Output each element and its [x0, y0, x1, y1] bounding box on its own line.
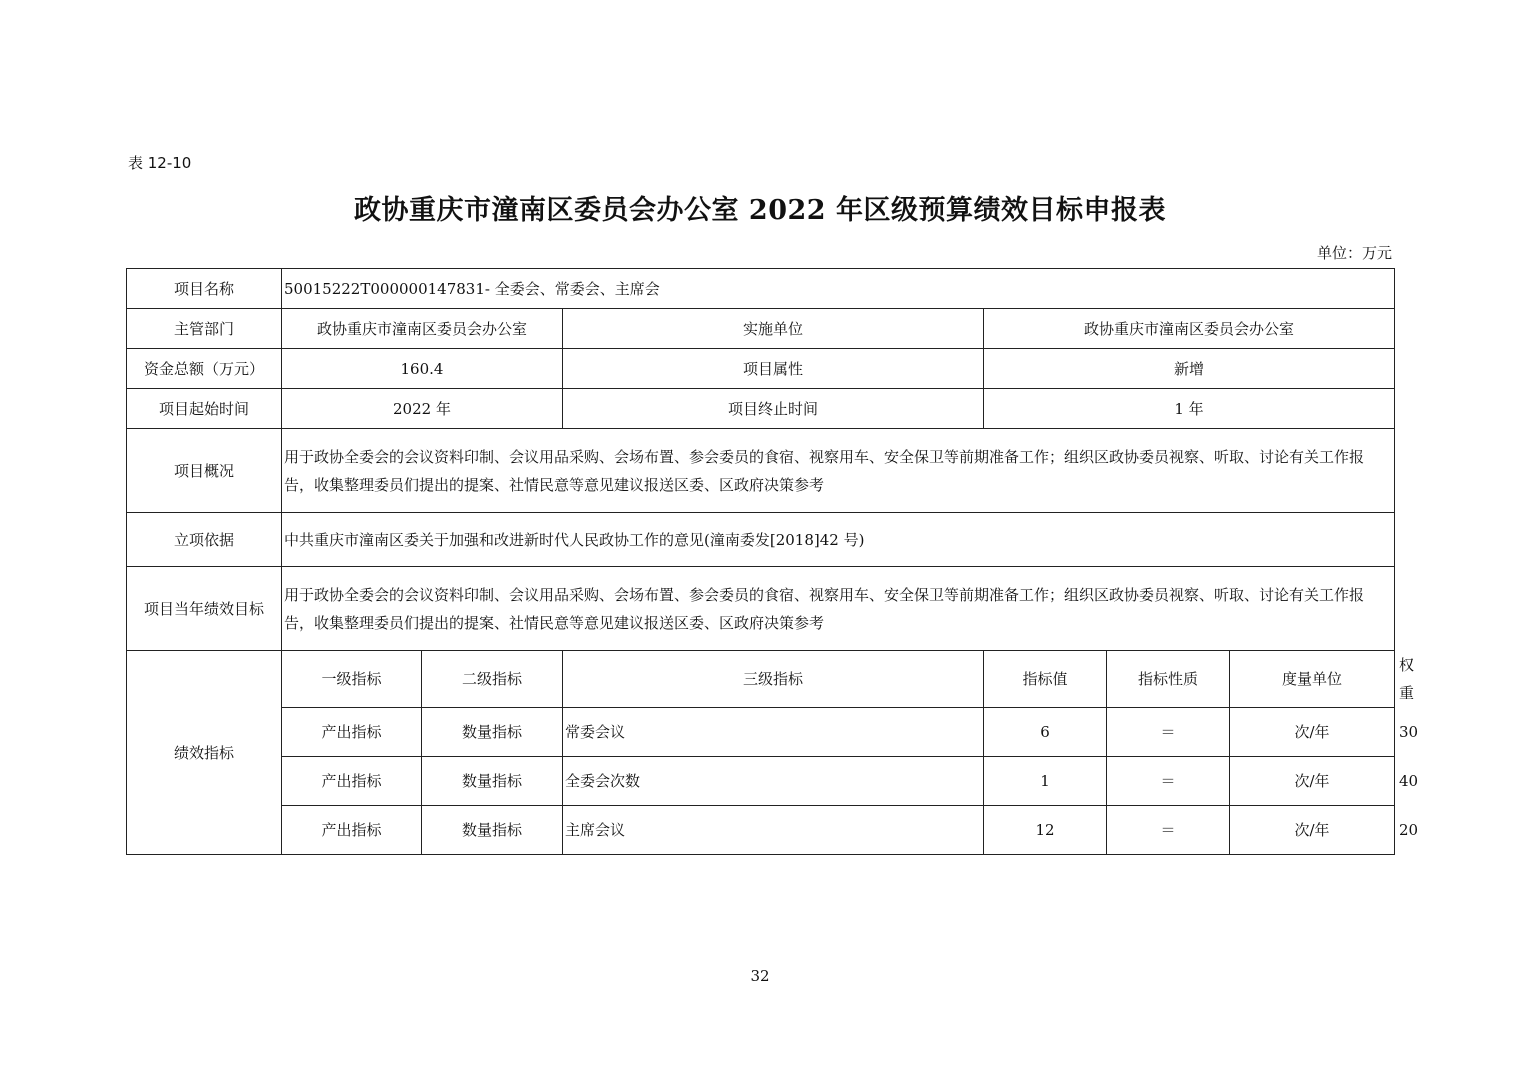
- level1-cell: 产出指标: [282, 757, 422, 806]
- project-attribute-label: 项目属性: [563, 349, 984, 389]
- project-name-value: 50015222T000000147831- 全委会、常委会、主席会: [282, 269, 1395, 309]
- basis-label: 立项依据: [127, 513, 282, 567]
- level1-cell: 产出指标: [282, 708, 422, 757]
- time-row: [127, 389, 1395, 429]
- annual-goal-label: 项目当年绩效目标: [127, 567, 282, 651]
- level2-cell: 数量指标: [422, 757, 563, 806]
- project-name-label: 项目名称: [127, 269, 282, 309]
- overview-value: 用于政协全委会的会议资料印制、会议用品采购、会场布置、参会委员的食宿、视察用车、安全保卫等前期准备工作；组织区政协委员视察、听取、讨论有关工作报告，收集整理委员们提出的提案、社情民意等意见建议报送区委、区政府决策参考: [282, 429, 1395, 513]
- implementing-unit-label: 实施单位: [563, 309, 984, 349]
- fund-total-label: 资金总额（万元）: [127, 349, 282, 389]
- header-level1: 一级指标: [282, 651, 422, 708]
- nature-cell: ＝: [1107, 757, 1230, 806]
- level3-cell: 主席会议: [563, 806, 984, 855]
- level2-cell: 数量指标: [422, 806, 563, 855]
- nature-cell: ＝: [1107, 708, 1230, 757]
- value-cell: 12: [984, 806, 1107, 855]
- department-row: [127, 309, 1395, 349]
- indicator-header-row: 绩效指标 一级指标 二级指标 三级指标 指标值 指标性质 度量单位 权重: [127, 651, 1395, 708]
- value-cell: 1: [984, 757, 1107, 806]
- level3-cell: 全委会次数: [563, 757, 984, 806]
- overview-row: [127, 429, 1395, 513]
- page-number: 32: [750, 967, 770, 985]
- start-time-label: 项目起始时间: [127, 389, 282, 429]
- value-cell: 6: [984, 708, 1107, 757]
- department-label: 主管部门: [127, 309, 282, 349]
- end-time-label: 项目终止时间: [563, 389, 984, 429]
- table-row: 产出指标 数量指标 主席会议 12 ＝ 次/年 20: [127, 806, 1395, 855]
- annual-goal-value: 用于政协全委会的会议资料印制、会议用品采购、会场布置、参会委员的食宿、视察用车、安全保卫等前期准备工作；组织区政协委员视察、听取、讨论有关工作报告，收集整理委员们提出的提案、社情民意等意见建议报送区委、区政府决策参考: [282, 567, 1395, 651]
- unit-cell: 次/年: [1230, 806, 1395, 855]
- table-row: 产出指标 数量指标 常委会议 6 ＝ 次/年 30: [127, 708, 1395, 757]
- header-unit: 度量单位: [1230, 651, 1395, 708]
- header-value: 指标值: [984, 651, 1107, 708]
- annual-goal-row: [127, 567, 1395, 651]
- indicators-label: 绩效指标: [127, 651, 282, 855]
- overview-label: 项目概况: [127, 429, 282, 513]
- start-time-value: 2022 年: [282, 389, 563, 429]
- header-nature: 指标性质: [1107, 651, 1230, 708]
- table-number: 表 12-10: [128, 154, 192, 172]
- level2-cell: 数量指标: [422, 708, 563, 757]
- header-level3: 三级指标: [563, 651, 984, 708]
- basis-value: 中共重庆市潼南区委关于加强和改进新时代人民政协工作的意见(潼南委发[2018]42 号): [282, 513, 1395, 567]
- project-name-row: [127, 269, 1395, 309]
- department-value: 政协重庆市潼南区委员会办公室: [282, 309, 563, 349]
- unit-cell: 次/年: [1230, 757, 1395, 806]
- table-row: 产出指标 数量指标 全委会次数 1 ＝ 次/年 40: [127, 757, 1395, 806]
- document-title: 政协重庆市潼南区委员会办公室 2022 年区级预算绩效目标申报表: [354, 195, 1166, 226]
- fund-total-value: 160.4: [282, 349, 563, 389]
- unit-cell: 次/年: [1230, 708, 1395, 757]
- budget-target-table: [126, 268, 1419, 855]
- end-time-value: 1 年: [984, 389, 1395, 429]
- nature-cell: ＝: [1107, 806, 1230, 855]
- implementing-unit-value: 政协重庆市潼南区委员会办公室: [984, 309, 1395, 349]
- level1-cell: 产出指标: [282, 806, 422, 855]
- project-attribute-value: 新增: [984, 349, 1395, 389]
- header-level2: 二级指标: [422, 651, 563, 708]
- fund-row: [127, 349, 1395, 389]
- unit-label: 单位：万元: [1316, 244, 1392, 262]
- basis-row: [127, 513, 1395, 567]
- level3-cell: 常委会议: [563, 708, 984, 757]
